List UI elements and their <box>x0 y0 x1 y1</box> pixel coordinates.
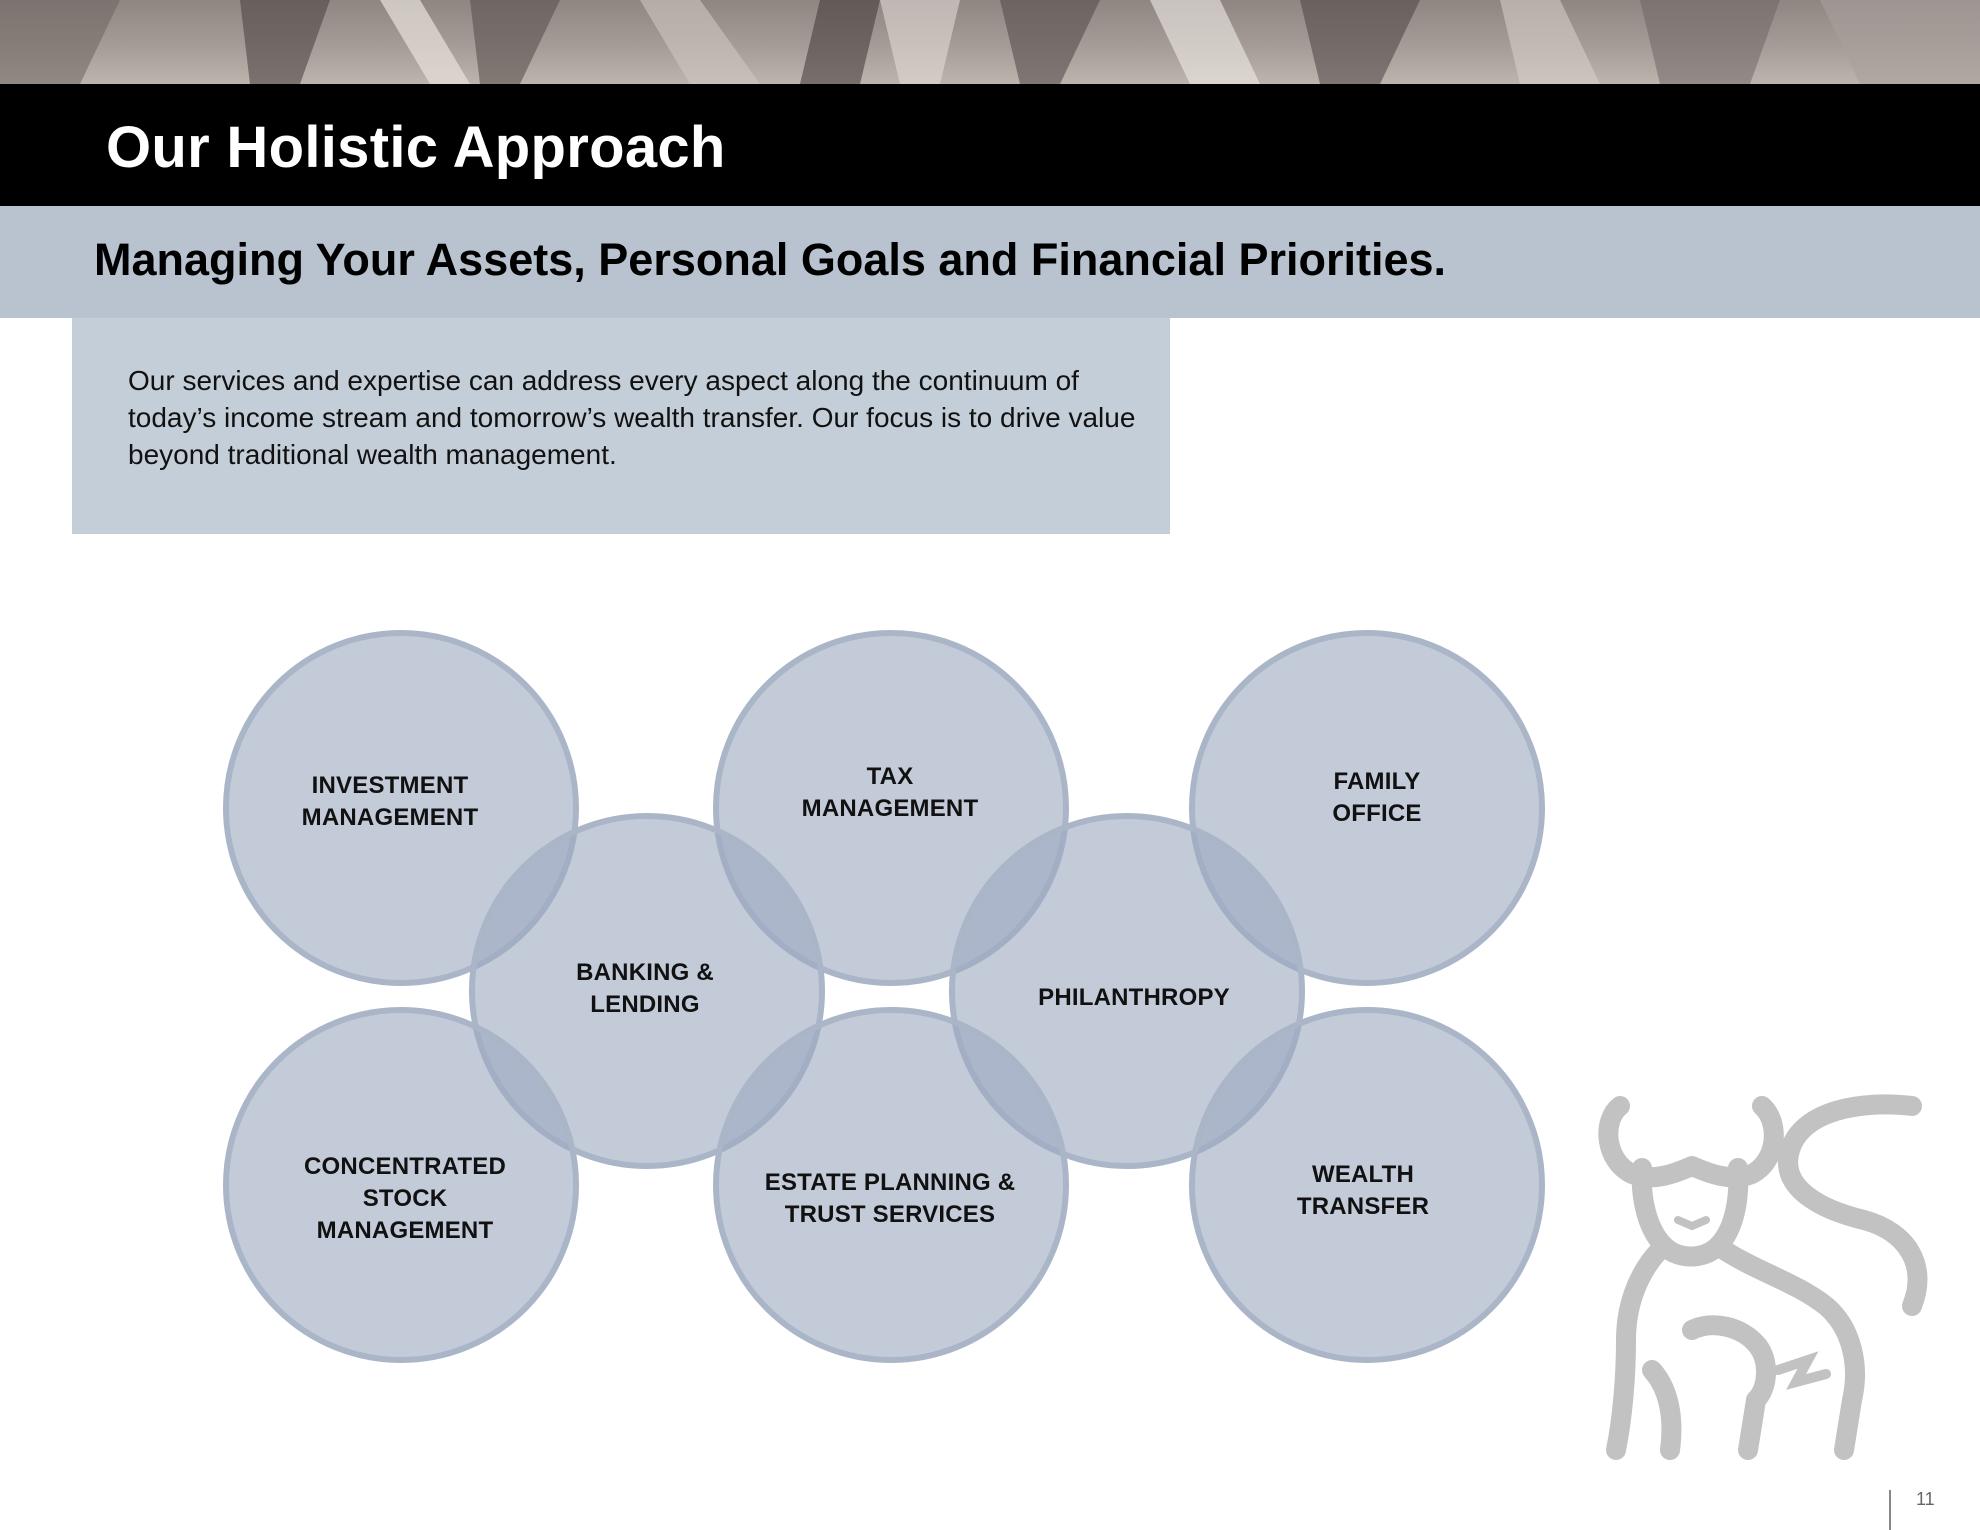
page-number-divider <box>1889 1490 1891 1530</box>
label-tax-management: TAX MANAGEMENT <box>801 763 979 822</box>
label-wealth-transfer: WEALTH TRANSFER <box>1296 1161 1430 1220</box>
label-estate-planning: ESTATE PLANNING & TRUST SERVICES <box>764 1169 1016 1228</box>
page-title: Our Holistic Approach <box>106 115 726 180</box>
label-family-office: FAMILY OFFICE <box>1332 768 1422 827</box>
page-subtitle: Managing Your Assets, Personal Goals and Financial Priorities. <box>94 234 1447 285</box>
label-philanthropy: PHILANTHROPY <box>1038 984 1230 1011</box>
label-investment-management: INVESTMENT MANAGEMENT <box>301 772 479 831</box>
label-concentrated-stock: CONCENTRATED STOCK MANAGEMENT <box>304 1153 506 1244</box>
bull-logo-icon <box>1582 1070 1942 1470</box>
label-banking-lending: BANKING & LENDING <box>576 959 714 1018</box>
page-number: 11 <box>1916 1489 1935 1509</box>
intro-text: Our services and expertise can address every aspect along the continuum of today’s income stream and tomorrow’s wealth transfer. Our focus is to drive value beyond traditional wealth management. <box>128 365 1136 470</box>
